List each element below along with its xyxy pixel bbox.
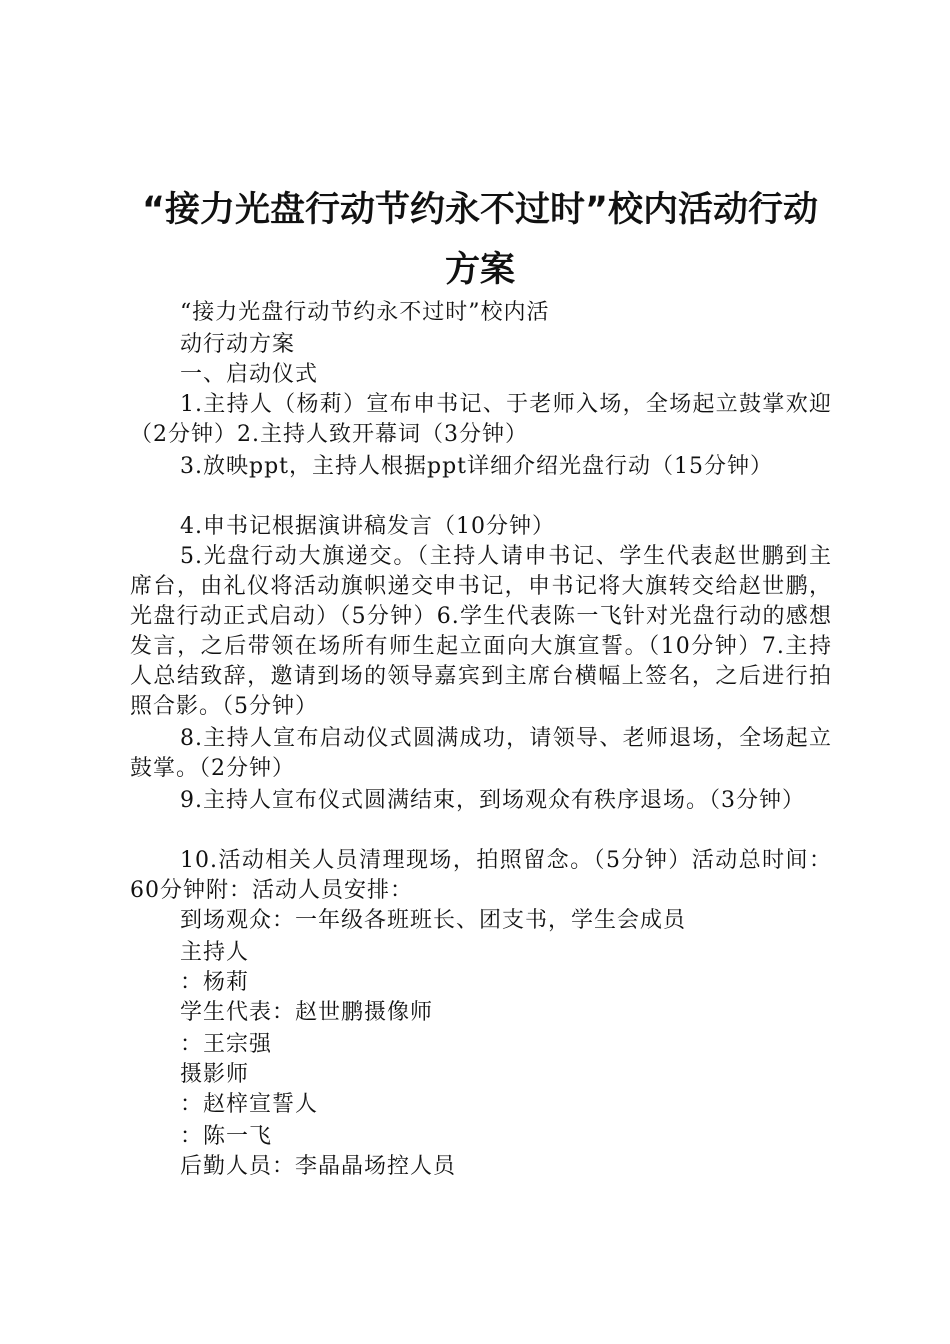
paragraph-item-9: 9.主持人宣布仪式圆满结束，到场观众有秩序退场。（3分钟） — [180, 788, 805, 813]
paragraph-item-4: 4.申书记根据演讲稿发言（10分钟） — [180, 514, 555, 539]
staff-line: ：赵梓宣誓人 — [180, 1092, 319, 1117]
staff-line: ：王宗强 — [180, 1032, 273, 1057]
staff-line: 主持人 — [180, 940, 250, 965]
staff-line: 学生代表：赵世鹏摄像师 — [180, 1000, 434, 1025]
paragraph-item-5: 5.光盘行动大旗递交。（主持人请申书记、学生代表赵世鹏到主席台，由礼仪将活动旗帜递交申书记，申书记将大旗转交给赵世鹏，光盘行动正式启动）（5分钟）6.学生代表陈一飞针对光盘行动的感想发言，之后带领在场所有师生起立面向大旗宣誓。（10分钟）7.主持人总结致辞，邀请到场的领导嘉宾到主席台横幅上签名，之后进行拍照合影。（5分钟） — [130, 544, 832, 719]
paragraph-item-3: 3.放映ppt，主持人根据ppt详细介绍光盘行动（15分钟） — [180, 454, 773, 479]
staff-line: ：陈一飞 — [180, 1124, 273, 1149]
paragraph-item-10: 10.活动相关人员清理现场，拍照留念。（5分钟）活动总时间：60分钟附：活动人员安排： — [130, 848, 832, 903]
paragraph-item-8: 8.主持人宣布启动仪式圆满成功，请领导、老师退场，全场起立鼓掌。（2分钟） — [130, 726, 832, 781]
section-heading: 一、启动仪式 — [180, 362, 319, 387]
staff-line: ：杨莉 — [180, 970, 250, 995]
subtitle-line-1: “接力光盘行动节约永不过时”校内活 — [180, 300, 550, 325]
staff-line: 后勤人员：李晶晶场控人员 — [180, 1154, 457, 1179]
document-title-line-2: 方案 — [444, 250, 515, 290]
subtitle-line-2: 动行动方案 — [180, 332, 296, 357]
paragraph-item-1: 1.主持人（杨莉）宣布申书记、于老师入场，全场起立鼓掌欢迎（2分钟）2.主持人致开幕词（3分钟） — [130, 392, 832, 447]
document-title-line-1: “接力光盘行动节约永不过时”校内活动行动 — [141, 190, 818, 230]
staff-line: 到场观众：一年级各班班长、团支书，学生会成员 — [180, 908, 687, 933]
staff-line: 摄影师 — [180, 1062, 250, 1087]
